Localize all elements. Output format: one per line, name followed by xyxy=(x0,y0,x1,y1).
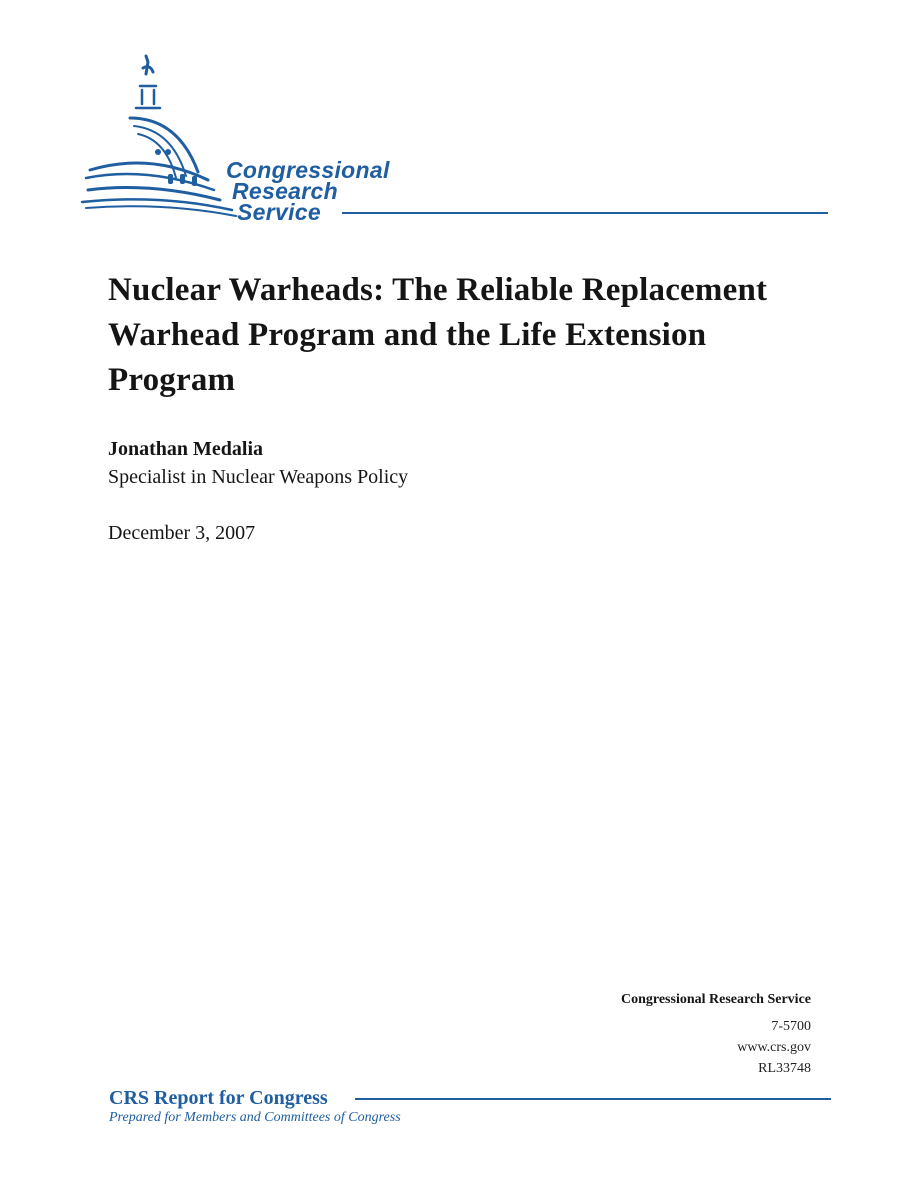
publisher-website: www.crs.gov xyxy=(737,1040,811,1055)
logo-text-congressional: Congressional xyxy=(226,157,390,183)
report-number: RL33748 xyxy=(758,1061,811,1076)
logo-divider xyxy=(342,212,828,214)
crs-logo xyxy=(80,52,830,225)
publisher-phone: 7-5700 xyxy=(771,1019,811,1034)
publisher-info xyxy=(621,990,811,1079)
logo-text-research: Research xyxy=(232,178,338,204)
author-role: Specialist in Nuclear Weapons Policy xyxy=(108,466,409,488)
report-date: December 3, 2007 xyxy=(108,522,256,544)
publisher-name: Congressional Research Service xyxy=(620,992,811,1007)
logo-text-service: Service xyxy=(237,199,321,225)
footer-title: CRS Report for Congress xyxy=(109,1087,328,1109)
report-title: Nuclear Warheads: The Reliable Replacement Warhead Program and the Life Extension Program xyxy=(108,272,768,398)
footer-divider xyxy=(355,1098,831,1100)
footer-subtitle: Prepared for Members and Committees of Congress xyxy=(109,1110,401,1125)
author-name: Jonathan Medalia xyxy=(108,438,264,460)
capitol-dome-icon xyxy=(80,52,240,222)
